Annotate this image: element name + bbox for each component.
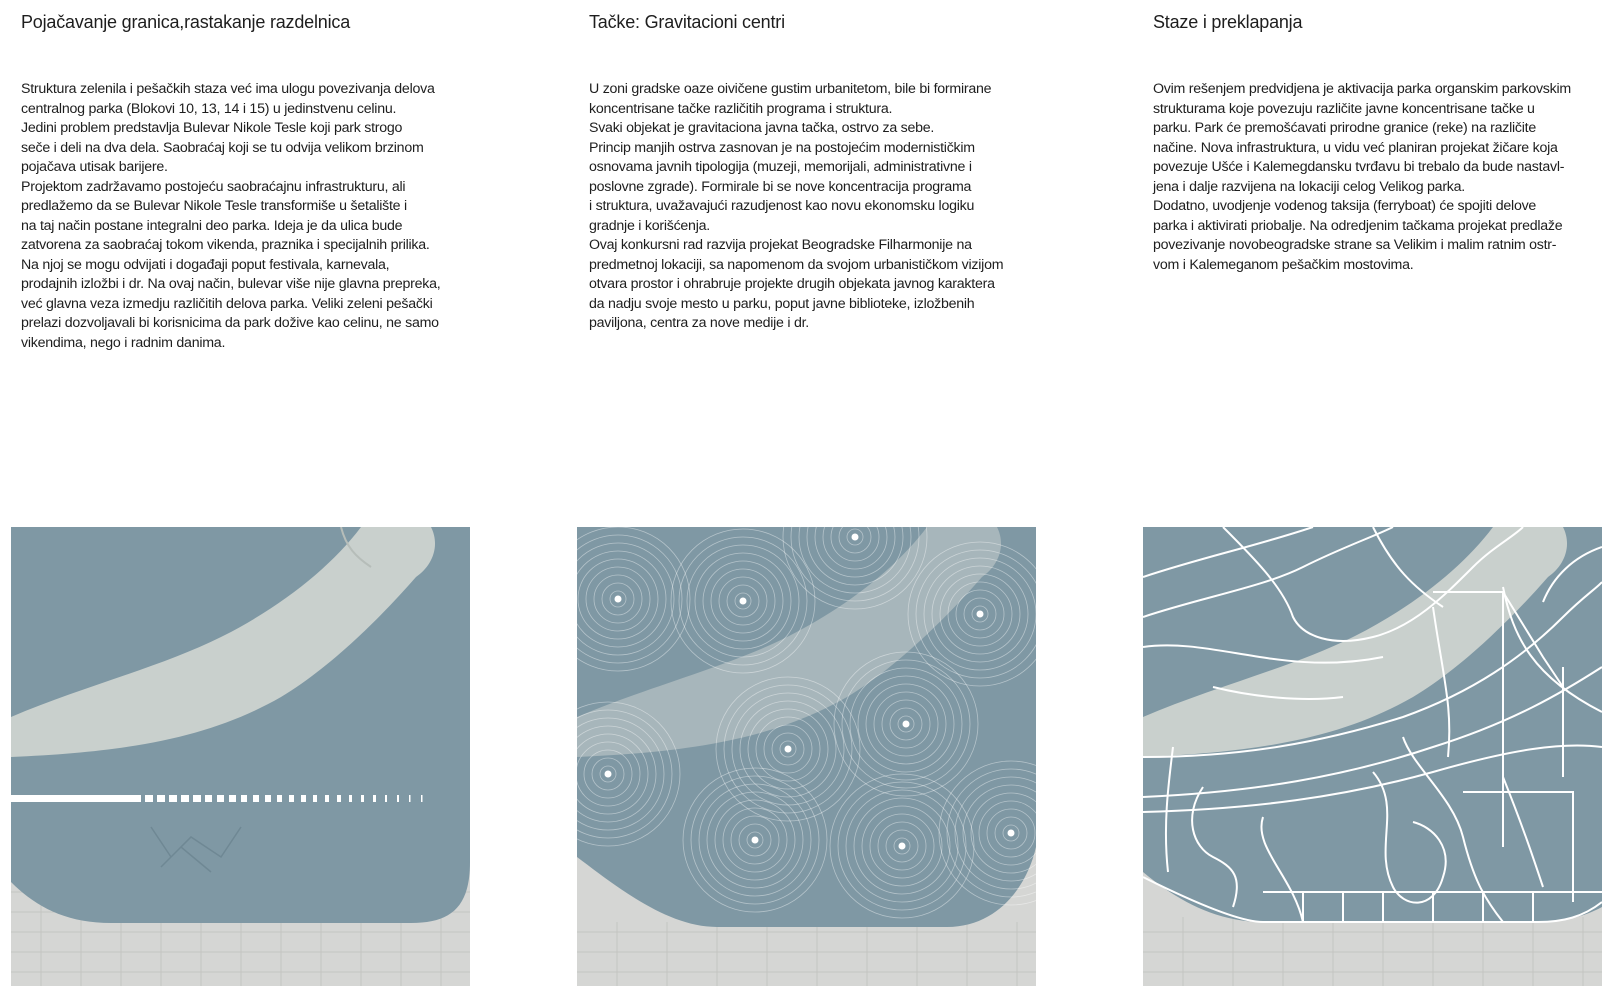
- text-line: zatvorena za saobraćaj tokom vikenda, praznika i specijalnih prilika.: [21, 237, 430, 253]
- text-line: strukturama koje povezuju različite javne koncentrisane tačke u: [1153, 100, 1535, 117]
- dash: [157, 795, 165, 802]
- text-line: već glavna veza izmedju različitih delova parka. Veliki zeleni pešački: [21, 295, 433, 312]
- gravity-point: [605, 771, 612, 778]
- text-line: Princip manjih ostrva zasnovan je na postojećim modernističkim: [589, 139, 975, 156]
- text-line: predlažemo da se Bulevar Nikole Tesle transformiše u šetalište i: [21, 198, 407, 214]
- text-line: na taj način postane integralni deo parka. Ideja je da ulica bude: [21, 217, 403, 234]
- text-line: gradnje i korišćenja.: [589, 217, 710, 234]
- dash: [325, 795, 329, 802]
- text-line: pojačava utisak barijere.: [21, 159, 168, 175]
- dash: [253, 795, 259, 802]
- text-line: prodajnih izložbi i dr. Na ovaj način, bulevar više nije glavna prepreka,: [21, 276, 441, 292]
- dash: [265, 795, 271, 802]
- text-line: osnovama javnih tipologija (muzeji, memorijali, administrativne i: [589, 159, 972, 175]
- dash: [169, 795, 177, 802]
- aerial-map: [11, 527, 470, 986]
- column-body: [1153, 80, 1571, 275]
- dash: [409, 795, 411, 802]
- text-line: predmetnoj lokaciji, sa napomenom da svojom urbanističkom vizijom: [589, 256, 1004, 273]
- dash: [277, 795, 282, 802]
- dash: [193, 795, 201, 802]
- text-line: prelazi dozvoljavali bi korisnicima da park dožive kao celinu, ne samo: [21, 315, 439, 331]
- dash: [385, 795, 387, 802]
- dash: [301, 795, 306, 802]
- text-line: Jedini problem predstavlja Bulevar Nikole Tesle koji park strogo: [21, 120, 403, 136]
- text-line: paviljona, centra za nove medije i dr.: [589, 315, 809, 331]
- dash: [313, 795, 317, 802]
- gravity-point: [852, 534, 859, 541]
- column-body: [21, 80, 440, 353]
- gravity-point: [752, 837, 759, 844]
- text-line: i struktura, uvažavajući razudjenost kao novu ekonomsku logiku: [589, 198, 975, 214]
- gravity-point: [977, 611, 984, 618]
- text-line: Ovim rešenjem predvidjena je aktivacija parka organskim parkovskim: [1153, 81, 1571, 97]
- text-line: centralnog parka (Blokovi 10, 13, 14 i 15) u jedinstvenu celinu.: [21, 100, 397, 117]
- map-panel-paths: [1143, 527, 1602, 986]
- text-line: povezuje Ušće i Kalemegdansku tvrđavu bi trebalo da bude nastavl-: [1153, 159, 1565, 175]
- text-line: seče i deli na dva dela. Saobraćaj koji se tu odvija velikom brzinom: [21, 139, 424, 156]
- aerial-map: [1143, 527, 1602, 986]
- text-line: Projektom zadržavamo postojeću saobraćajnu infrastrukturu, ali: [21, 178, 406, 195]
- gravity-point: [615, 596, 622, 603]
- text-line: koncentrisane tačke različitih programa i struktura.: [589, 100, 893, 117]
- aerial-map: [577, 527, 1036, 986]
- dash: [373, 795, 376, 802]
- text-line: Svaki objekat je gravitaciona javna tačka, ostrvo za sebe.: [589, 120, 935, 136]
- boulevard-solid-segment: [11, 795, 141, 802]
- gravity-point: [903, 721, 910, 728]
- gravity-point: [1008, 830, 1015, 837]
- text-line: Na njoj se mogu odvijati i događaji poput festivala, karnevala,: [21, 256, 390, 273]
- column-title: Pojačavanje granica,rastakanje razdelnica: [21, 12, 351, 32]
- map-panel-gravity-centers: [577, 527, 1036, 986]
- text-line: načine. Nova infrastruktura, u vidu već planiran projekat žičare koja: [1153, 139, 1558, 156]
- dash: [205, 795, 212, 802]
- column-title: Staze i preklapanja: [1153, 12, 1303, 32]
- text-line: U zoni gradske oaze oivičene gustim urbanitetom, bile bi formirane: [589, 81, 992, 97]
- text-line: Ovaj konkursni rad razvija projekat Beogradske Filharmonije na: [589, 237, 972, 253]
- text-line: otvara prostor i ohrabruje projekte drugih objekata javnog karaktera: [589, 276, 995, 292]
- text-line: parku. Park će premošćavati prirodne granice (reke) na različite: [1153, 120, 1536, 136]
- dash: [421, 795, 423, 802]
- gravity-point: [899, 843, 906, 850]
- column-body: [589, 80, 1003, 334]
- text-line: vikendima, nego i radnim danima.: [21, 334, 226, 351]
- dash: [229, 795, 236, 802]
- dash: [397, 795, 399, 802]
- dash: [361, 795, 364, 802]
- dash: [241, 795, 247, 802]
- dash: [289, 795, 294, 802]
- text-line: Struktura zelenila i pešačkih staza već ima ulogu povezivanja delova: [21, 81, 435, 97]
- dash: [181, 795, 189, 802]
- dash: [217, 795, 224, 802]
- text-line: povezivanje novobeogradske strane sa Velikim i malim ratnim ostr-: [1153, 237, 1557, 253]
- text-line: poslovne zgrade). Formirale bi se nove koncentracija programa: [589, 178, 972, 195]
- map-panel-boundaries: [11, 527, 470, 986]
- column-title: Tačke: Gravitacioni centri: [589, 12, 785, 32]
- text-line: da nadju svoje mesto u parku, poput javne biblioteke, izložbenih: [589, 295, 975, 312]
- gravity-point: [740, 598, 747, 605]
- text-line: vom i Kalemeganom pešačkim mostovima.: [1153, 256, 1414, 273]
- dash: [145, 795, 153, 802]
- text-line: Dodatno, uvodjenje vodenog taksija (ferryboat) će spojiti delove: [1153, 198, 1537, 214]
- text-line: jena i dalje razvijena na lokaciji celog Velikog parka.: [1153, 178, 1465, 195]
- dash: [349, 795, 352, 802]
- dash: [337, 795, 341, 802]
- gravity-point: [785, 746, 792, 753]
- text-line: parka i aktivirati priobalje. Na odredjenim tačkama projekat predlaže: [1153, 217, 1563, 234]
